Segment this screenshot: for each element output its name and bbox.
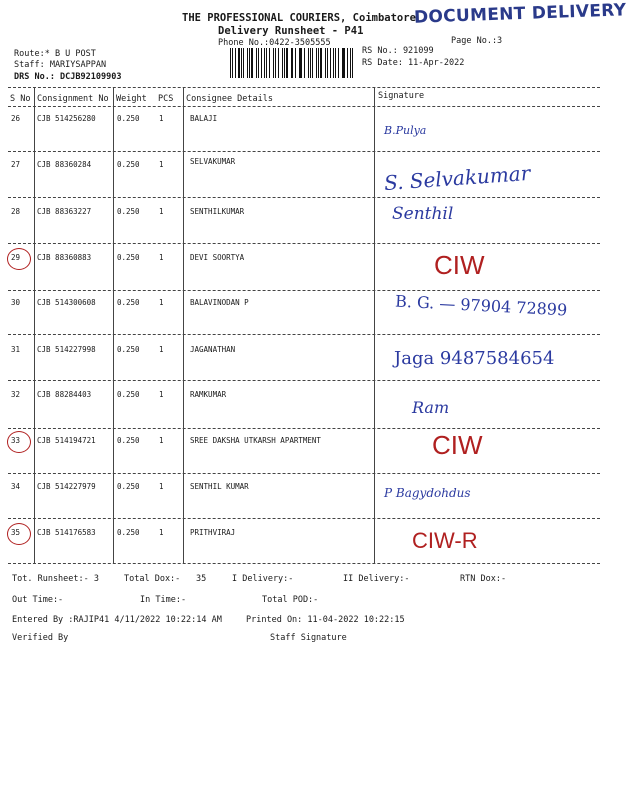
rs-date: RS Date: 11-Apr-2022: [362, 58, 465, 68]
barcode-bar: [284, 48, 285, 78]
barcode-bar: [266, 48, 267, 78]
col-header-signature: Signature: [378, 91, 425, 101]
verified-by: Verified By: [12, 633, 69, 643]
header-top-rule: [8, 87, 600, 88]
row-rule: [8, 197, 600, 198]
barcode-bar: [316, 48, 317, 78]
row-consignee: SREE DAKSHA UTKARSH APARTMENT: [190, 436, 321, 445]
barcode-bar: [292, 48, 293, 78]
row-sno: 32: [11, 390, 21, 399]
row-weight: 0.250: [117, 482, 140, 491]
runsheet-title: Delivery Runsheet - P41: [218, 25, 364, 37]
row-consignment: CJB 514176583: [37, 528, 96, 537]
col-header-weight: Weight: [116, 94, 147, 104]
row-signature: B. G. — 97904 72899: [394, 291, 568, 320]
barcode-bar: [235, 48, 236, 78]
i-delivery: I Delivery:-: [232, 574, 294, 584]
row-weight: 0.250: [117, 436, 140, 445]
row-consignment: CJB 88360284: [37, 160, 92, 169]
rtn-dox: RTN Dox:-: [460, 574, 507, 584]
barcode-bar: [291, 48, 292, 78]
page-number: Page No.:3: [451, 36, 503, 46]
barcode-bar: [278, 48, 279, 78]
barcode-bar: [258, 48, 259, 78]
row-consignment: CJB 514227998: [37, 345, 96, 354]
row-weight: 0.250: [117, 207, 140, 216]
row-pcs: 1: [159, 482, 164, 491]
divider-sno: [34, 88, 35, 564]
row-consignee: SENTHIL KUMAR: [190, 482, 249, 491]
drs-number: DRS No.: DCJB92109903: [14, 72, 122, 82]
col-header-pcs: PCS: [158, 94, 174, 104]
row-consignment: CJB 88360883: [37, 253, 92, 262]
row-consignee: SENTHILKUMAR: [190, 207, 245, 216]
row-pcs: 1: [159, 253, 164, 262]
row-rule: [8, 243, 600, 244]
row-signature: S. Selvakumar: [383, 160, 531, 196]
row-consignee: RAMKUMAR: [190, 390, 227, 399]
row-pcs: 1: [159, 390, 164, 399]
entered-by: Entered By :RAJIP41 4/11/2022 10:22:14 AM: [12, 615, 222, 625]
barcode-bar: [352, 48, 353, 78]
row-consignment: CJB 514256280: [37, 114, 96, 123]
barcode-bar: [256, 48, 258, 78]
barcode-bar: [325, 48, 326, 78]
barcode-bar: [320, 48, 322, 78]
row-signature: Jaga 9487584654: [394, 348, 555, 369]
row-consignee: PRITHVIRAJ: [190, 528, 236, 537]
row-consignee: DEVI SOORTYA: [190, 253, 245, 262]
row-weight: 0.250: [117, 253, 140, 262]
barcode-bar: [286, 48, 288, 78]
row-signature: CIW: [434, 250, 485, 280]
row-rule: [8, 563, 600, 564]
total-dox-label: Total Dox:-: [124, 574, 181, 584]
barcode-bar: [243, 48, 244, 78]
row-signature: CIW: [432, 430, 483, 460]
row-consignee: SELVAKUMAR: [190, 157, 236, 166]
row-rule: [8, 473, 600, 474]
divider-signature: [374, 88, 375, 564]
row-pcs: 1: [159, 160, 164, 169]
phone-number: Phone No.:0422-3505555: [218, 38, 331, 48]
row-weight: 0.250: [117, 160, 140, 169]
barcode-bar: [338, 48, 339, 78]
row-weight: 0.250: [117, 114, 140, 123]
row-sno: 29: [11, 253, 21, 262]
row-weight: 0.250: [117, 345, 140, 354]
row-sno: 28: [11, 207, 21, 216]
header-bottom-rule: [8, 106, 600, 107]
row-consignment: CJB 514227979: [37, 482, 96, 491]
route-label: Route:* B U POST: [14, 49, 96, 59]
barcode-bar: [230, 48, 231, 78]
barcode-bar: [308, 48, 309, 78]
barcode-bar: [295, 48, 296, 78]
barcode-bar: [347, 48, 348, 78]
staff-label: Staff: MARIYSAPPAN: [14, 60, 107, 70]
company-name: THE PROFESSIONAL COURIERS, Coimbatore: [182, 12, 416, 24]
barcode-bar: [275, 48, 276, 78]
row-pcs: 1: [159, 436, 164, 445]
barcode-bar: [249, 48, 250, 78]
row-rule: [8, 518, 600, 519]
row-consignee: JAGANATHAN: [190, 345, 236, 354]
row-weight: 0.250: [117, 390, 140, 399]
row-rule: [8, 290, 600, 291]
document-delivery-stamp: DOCUMENT DELIVERY: [413, 0, 627, 28]
col-header-sno: S No: [10, 94, 31, 104]
row-signature: CIW-R: [412, 528, 478, 553]
row-signature: P Bagydohdus: [384, 486, 471, 500]
row-rule: [8, 334, 600, 335]
barcode-bar: [333, 48, 334, 78]
total-dox-value: 35: [196, 574, 207, 584]
row-pcs: 1: [159, 345, 164, 354]
barcode-bar: [282, 48, 283, 78]
barcode-bar: [312, 48, 313, 78]
row-pcs: 1: [159, 207, 164, 216]
barcode-bar: [300, 48, 301, 78]
printed-on: Printed On: 11-04-2022 10:22:15: [246, 615, 405, 625]
barcode-bar: [251, 48, 252, 78]
barcode-bar: [241, 48, 242, 78]
row-signature: B.Pulya: [384, 124, 427, 137]
row-sno: 35: [11, 528, 21, 537]
row-sno: 34: [11, 482, 21, 491]
barcode-bar: [238, 48, 240, 78]
row-pcs: 1: [159, 114, 164, 123]
row-pcs: 1: [159, 528, 164, 537]
row-weight: 0.250: [117, 528, 140, 537]
row-rule: [8, 151, 600, 152]
row-consignment: CJB 88363227: [37, 207, 92, 216]
barcode-bar: [269, 48, 271, 78]
barcode-bar: [232, 48, 233, 78]
barcode-bar: [335, 48, 336, 78]
barcode-bar: [304, 48, 306, 78]
row-rule: [8, 428, 600, 429]
row-pcs: 1: [159, 298, 164, 307]
barcode-bar: [264, 48, 265, 78]
barcode-bar: [273, 48, 274, 78]
divider-pcs: [183, 88, 184, 564]
row-consignment: CJB 514300608: [37, 298, 96, 307]
barcode: [230, 48, 355, 78]
barcode-bar: [350, 48, 351, 78]
ii-delivery: II Delivery:-: [343, 574, 410, 584]
row-weight: 0.250: [117, 298, 140, 307]
barcode-bar: [299, 48, 300, 78]
barcode-bar: [318, 48, 319, 78]
row-sno: 27: [11, 160, 21, 169]
rs-number: RS No.: 921099: [362, 46, 434, 56]
row-sno: 30: [11, 298, 21, 307]
row-consignment: CJB 88284403: [37, 390, 92, 399]
divider-consignment: [113, 88, 114, 564]
row-sno: 31: [11, 345, 21, 354]
total-pod: Total POD:-: [262, 595, 319, 605]
row-consignment: CJB 514194721: [37, 436, 96, 445]
out-time: Out Time:-: [12, 595, 64, 605]
row-signature: Ram: [412, 398, 450, 417]
row-consignee: BALAJI: [190, 114, 218, 123]
col-header-consignee: Consignee Details: [186, 94, 273, 104]
row-sno: 26: [11, 114, 21, 123]
barcode-bar: [330, 48, 331, 78]
row-sno: 33: [11, 436, 21, 445]
col-header-consignment: Consignment No: [37, 94, 109, 104]
barcode-bar: [247, 48, 248, 78]
row-rule: [8, 380, 600, 381]
staff-signature: Staff Signature: [270, 633, 347, 643]
tot-runsheet: Tot. Runsheet:- 3: [12, 574, 99, 584]
row-consignee: BALAVINODAN P: [190, 298, 249, 307]
barcode-bar: [343, 48, 345, 78]
barcode-bar: [327, 48, 328, 78]
row-signature: Senthil: [392, 204, 454, 224]
in-time: In Time:-: [140, 595, 187, 605]
barcode-bar: [261, 48, 262, 78]
barcode-bar: [310, 48, 311, 78]
barcode-bar: [342, 48, 343, 78]
